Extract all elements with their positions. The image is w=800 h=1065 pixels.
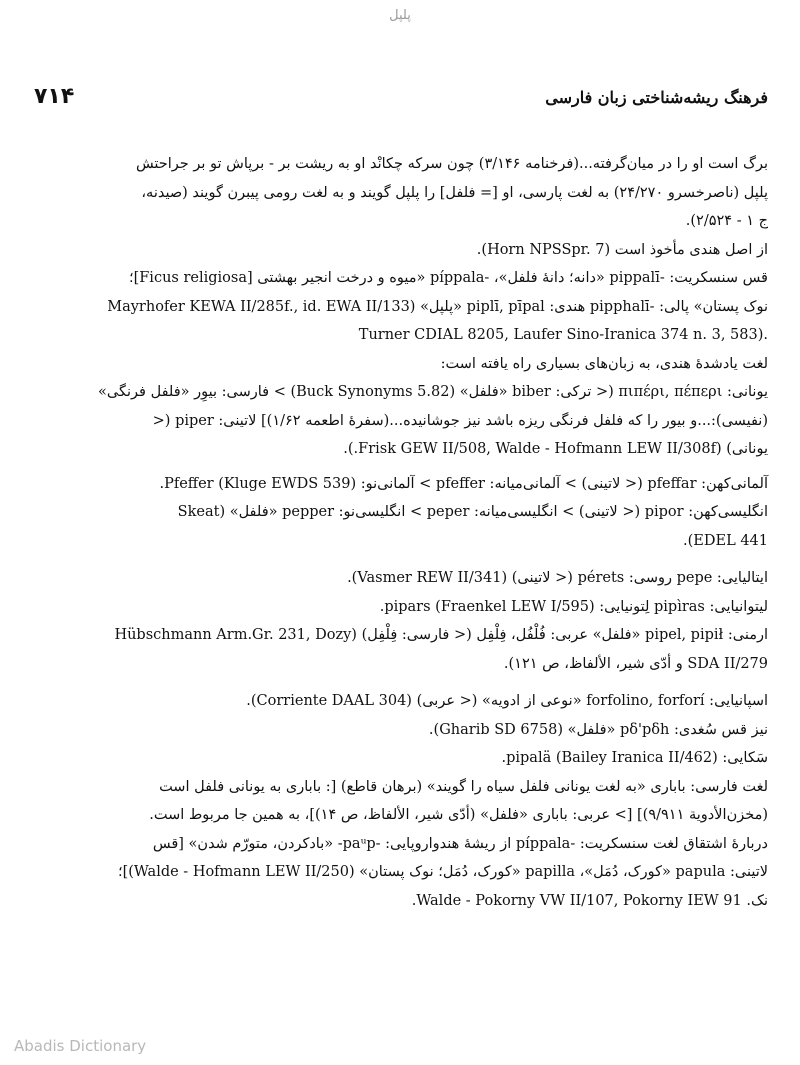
book-title: فرهنگ ریشه‌شناختی زبان فارسی [545, 88, 768, 107]
page-number: ۷۱۴ [34, 84, 75, 109]
text-line: برگ است او را در میان‌گرفته...(فرخنامه ۳/۱۴۶) چون سرکه چکانْد او به ریشت بر - برپاش تو بر جراحتش [135, 156, 768, 172]
text-line: از اصل هندی مأخوذ است (Horn NPSSpr. 7). [476, 241, 768, 258]
text-line: لغت یادشدهٔ هندی، به زبان‌های بسیاری راه یافته است: [440, 355, 768, 372]
text-line: سَکایی: pipalä (Bailey Iranica II/462). [501, 750, 768, 766]
text-line: آلمانی‌کهن: pfeffar (< لاتینی) > آلمانی‌میانه: pfeffer > آلمانی‌نو: Pfeffer (Kluge EWDS 539). [159, 475, 768, 492]
text-line: اسپانیایی: forfolino, forforí «نوعی از ادویه» (< عربی) (Corriente DAAL 304). [246, 693, 768, 709]
text-line: ج ۱ - ۲/۵۲۴). [685, 213, 768, 229]
entry-body [34, 150, 768, 915]
text-line: (مخزن‌الأدویة ۹/۹۱۱)] [> عربی: باباری «فلفل» (أدّی شیر، الألفاظ، ص ۱۴)]، به همین جا مربوط است. [149, 807, 768, 823]
text-line: پلپل (ناصرخسرو ۲۴/۲۷۰) به لغت پارسی، او [= فلفل] را پلپل گویند و به لغت رومی پیبرن گویند (صیدنه، [141, 184, 768, 201]
text-line: (نفیسی):...و بیور را که فلفل فرنگی ریزه باشد نیز جوشانیده...(سفرهٔ اطعمه ۱/۶۲)] لاتینی: piper (< [152, 412, 768, 429]
text-line: یونانی) (Frisk GEW II/508, Walde - Hofmann LEW II/308f.). [343, 441, 768, 457]
text-line: قس سنسکریت: -pippalī «دانه؛ دانهٔ فلفل»، -píppala «میوه و درخت انجیر بهشتی [Ficus religiosa]؛ [128, 270, 768, 286]
top-label: پلپل [389, 8, 411, 23]
text-line: لاتینی: papula «کورک، دُمَل»، papilla «کورک، دُمَل؛ نوک پستان» (Walde - Hofmann LEW II/250)]؛ [117, 864, 768, 880]
watermark: Abadis Dictionary [14, 1037, 147, 1055]
text-line: نک. Walde - Pokorny VW II/107, Pokorny IEW 91. [411, 892, 768, 909]
text-line: دربارهٔ اشتقاق لغت سنسکریت: -píppala از ریشهٔ هندواروپایی: -paᵘp- «بادکردن، متورّم شدن» [قس [152, 835, 768, 852]
text-line: لغت فارسی: باباری «به لغت یونانی فلفل سیاه را گویند» (برهان قاطع) [: باباری به یونانی فلفل است [159, 778, 768, 795]
text-line: یونانی: πιπέρι, πέπερι (< ترکی: biber «فلفل» (Buck Synonyms 5.82) > فارسی: بیوِر «فلفل فرنگی» [98, 384, 768, 400]
page-header [34, 84, 768, 114]
text-line: نوک پستان» پالی: -pipphalī هندی: piplī, pīpal «پلپل» (Mayrhofer KEWA II/285f., id. EWA II/133 [107, 298, 768, 315]
text-line: نیز قس سُغدی: pδ'pδh «فلفل» (Gharib SD 6758). [428, 721, 768, 738]
text-line: EDEL 441). [683, 532, 768, 549]
text-line: ارمنی: pipel, pipił «فلفل» عربی: فُلْفُل، فِلْفِل (< فارسی: فِلْفِل) (Hübschmann Arm.Gr. 231, Dozy [114, 627, 768, 643]
text-line: انگلیسی‌کهن: pipor (< لاتینی) > انگلیسی‌میانه: peper > انگلیسی‌نو: pepper «فلفل» (Skeat [177, 504, 768, 520]
text-line: .(Turner CDIAL 8205, Laufer Sino-Iranica 374 n. 3, 583 [358, 327, 768, 343]
text-line: SDA II/279 و أدّی شیر، الألفاظ، ص ۱۲۱). [503, 655, 768, 672]
text-line: لیتوانیایی: pipìras لِتونیایی: pipars (Fraenkel LEW I/595). [379, 598, 768, 615]
text-line: ایتالیایی: pepe روسی: pérets (< لاتینی) (Vasmer REW II/341). [347, 570, 768, 586]
